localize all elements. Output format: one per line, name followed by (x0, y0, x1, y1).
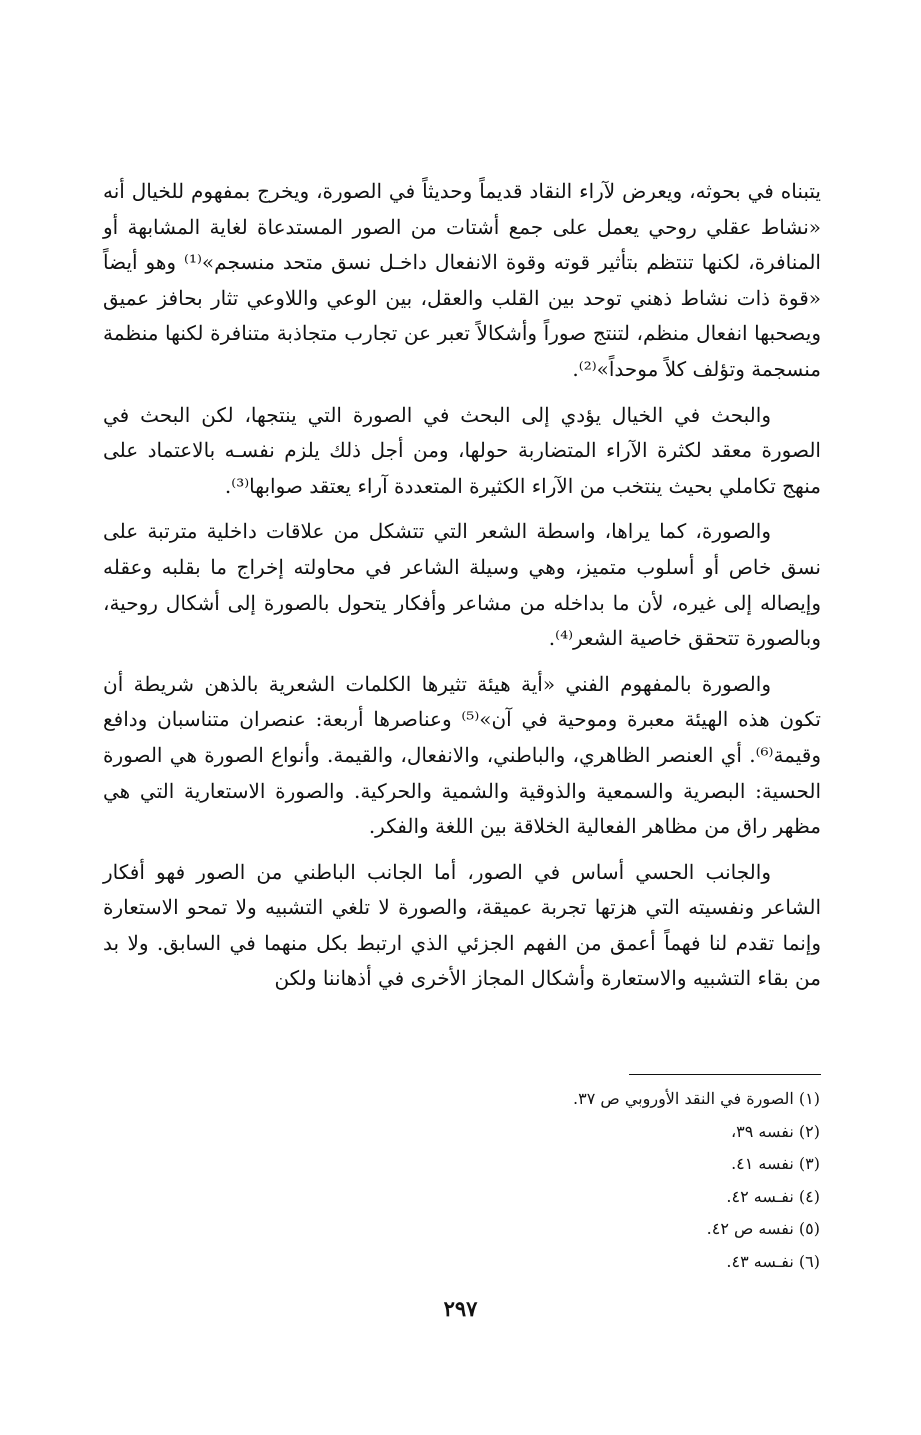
footnotes-list (420, 1083, 820, 1278)
footnote-2: (٢) نفسه ٣٩، (730, 1121, 820, 1141)
paragraph-5: والجانب الحسي أساس في الصور، أما الجانب الباطني من الصور فهو أفكار الشاعر ونفسيته التي هزتها تجربة عميقة، والصورة لا تلغي التشبيه ولا تمحو الاستعارة وإنما تقدم لنا فهماً أعمق من الفهم الجزئي الذي ارتبط بكل منهما في السابق. ولا بد من بقاء التشبيه والاستعارة وأشكال المجاز الأخرى في أذهاننا ولكن (103, 859, 821, 991)
footnote-divider (629, 1074, 821, 1075)
footnote-5: (٥) نفسه ص ٤٢. (706, 1219, 820, 1238)
footnote-3: (٣) نفسه ٤١. (731, 1154, 820, 1173)
paragraph-4: والصورة بالمفهوم الفني «أية هيئة تثيرها الكلمات الشعرية بالذهن شريطة أن تكون هذه الهيئة معبرة وموحية في آن»⁽⁵⁾ وعناصرها أربعة: عنصران متناسبان ودافع وقيمة⁽⁶⁾. أي العنصر الظاهري، والباطني، والانفعال، والقيمة. وأنواع الصورة هي الصورة الحسية: البصرية والسمعية والذوقية والشمية والحركية. والصورة الاستعارية التي هي مظهر راق من مظاهر الفعالية الخلاقة بين اللغة والفكر. (103, 671, 821, 839)
paragraph-2: والبحث في الخيال يؤدي إلى البحث في الصورة التي ينتجها، لكن البحث في الصورة معقد لكثرة الآراء المتضاربة حولها، ومن أجل ذلك يلزم نفسـه بالاعتماد على منهج تكاملي بحيث ينتخب من الآراء الكثيرة المتعددة آراء يعتقد صوابها⁽³⁾. (103, 402, 821, 498)
page-number: ٢٩٧ (443, 1296, 478, 1321)
footnote-1: (١) الصورة في النقد الأوروبي ص ٣٧. (573, 1089, 820, 1108)
paragraph-1: يتبناه في بحوثه، ويعرض لآراء النقاد قديماً وحديثاً في الصورة، ويخرج بمفهوم للخيال أنه «نشاط عقلي روحي يعمل على جمع أشتات من الصور المستدعاة لغاية المشابهة أو المنافرة، لكنها تنتظم بتأثير قوته وقوة الانفعال داخـل نسق متحد منسجم»⁽¹⁾ وهو أيضاً «قوة ذات نشاط ذهني توحد بين القلب والعقل، بين الوعي واللاوعي تثار بحافز عميق ويصحبها انفعال منظم، لتنتج صوراً وأشكالاً تعبر عن تجارب متجاذبة متنافرة لكنها منظمة منسجمة وتؤلف كلاً موحداً»⁽²⁾. (103, 179, 822, 381)
main-text-block (103, 174, 821, 1007)
paragraph-3: والصورة، كما يراها، واسطة الشعر التي تتشكل من علاقات داخلية مترتبة على نسق خاص أو أسلوب متميز، وهي وسيلة الشاعر في محاولته إخراج ما بقلبه وعقله وإيصاله إلى غيره، لأن ما بداخله من مشاعر وأفكار يتحول بالصورة إلى أشكال روحية، وبالصورة تتحقق خاصية الشعر⁽⁴⁾. (103, 519, 821, 651)
footnote-4: (٤) نفـسه ٤٢. (726, 1186, 820, 1206)
footnote-6: (٦) نفـسه ٤٣. (726, 1251, 820, 1271)
